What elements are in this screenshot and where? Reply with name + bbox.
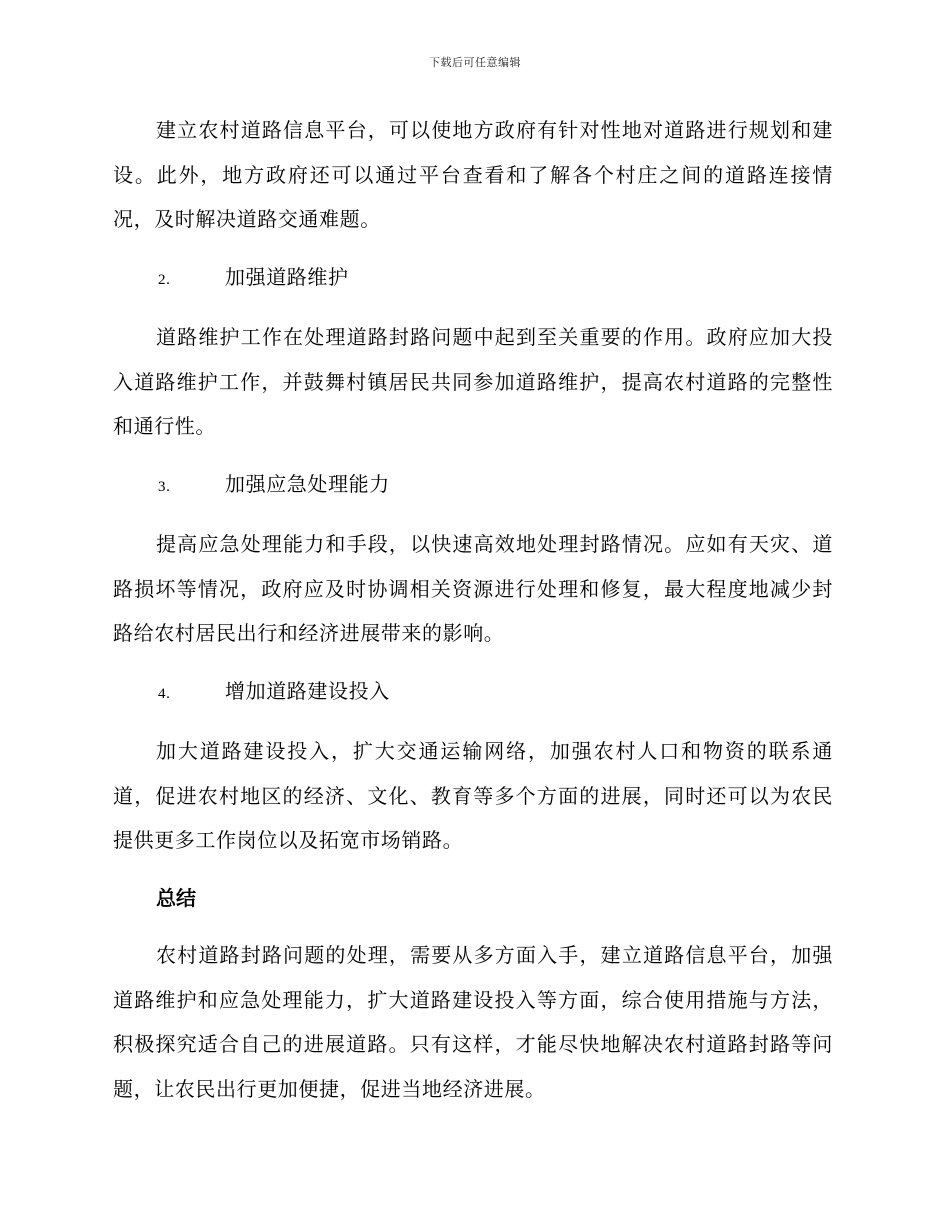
list-heading-emergency bbox=[113, 462, 833, 510]
paragraph-investment: 加大道路建设投入，扩大交通运输网络，加强农村人口和物资的联系通道，促进农村地区的经济、文化、教育等多个方面的进展，同时还可以为农民提供更多工作岗位以及拓宽市场销路。 bbox=[113, 739, 833, 852]
list-number: 4. bbox=[158, 685, 171, 702]
document-body bbox=[113, 108, 833, 1124]
list-number: 2. bbox=[158, 271, 171, 288]
list-heading-investment bbox=[113, 669, 833, 717]
paragraph-platform: 建立农村道路信息平台，可以使地方政府有针对性地对道路进行规划和建设。此外，地方政府还可以通过平台查看和了解各个村庄之间的道路连接情况，及时解决道路交通难题。 bbox=[113, 118, 833, 231]
list-heading-maintenance bbox=[113, 255, 833, 303]
list-heading-text: 增加道路建设投入 bbox=[225, 678, 390, 703]
list-number: 3. bbox=[158, 478, 171, 495]
paragraph-emergency: 提高应急处理能力和手段，以快速高效地处理封路情况。应如有天灾、道路损坏等情况，政府应及时协调相关资源进行处理和修复，最大程度地减少封路给农村居民出行和经济进展带来的影响。 bbox=[113, 532, 833, 645]
list-heading-text: 加强应急处理能力 bbox=[225, 471, 390, 496]
list-heading-text: 加强道路维护 bbox=[225, 264, 349, 289]
paragraph-maintenance: 道路维护工作在处理道路封路问题中起到至关重要的作用。政府应加大投入道路维护工作，并鼓舞村镇居民共同参加道路维护，提高农村道路的完整性和通行性。 bbox=[113, 325, 833, 438]
summary-heading: 总结 bbox=[156, 885, 196, 910]
page-header: 下载后可任意编辑 bbox=[429, 56, 521, 69]
paragraph-summary: 农村道路封路问题的处理，需要从多方面入手，建立道路信息平台，加强道路维护和应急处理能力，扩大道路建设投入等方面，综合使用措施与方法，积极探究适合自己的进展道路。只有这样，才能尽快地解决农村道路封路等问题，让农民出行更加便捷，促进当地经济进展。 bbox=[113, 943, 833, 1101]
